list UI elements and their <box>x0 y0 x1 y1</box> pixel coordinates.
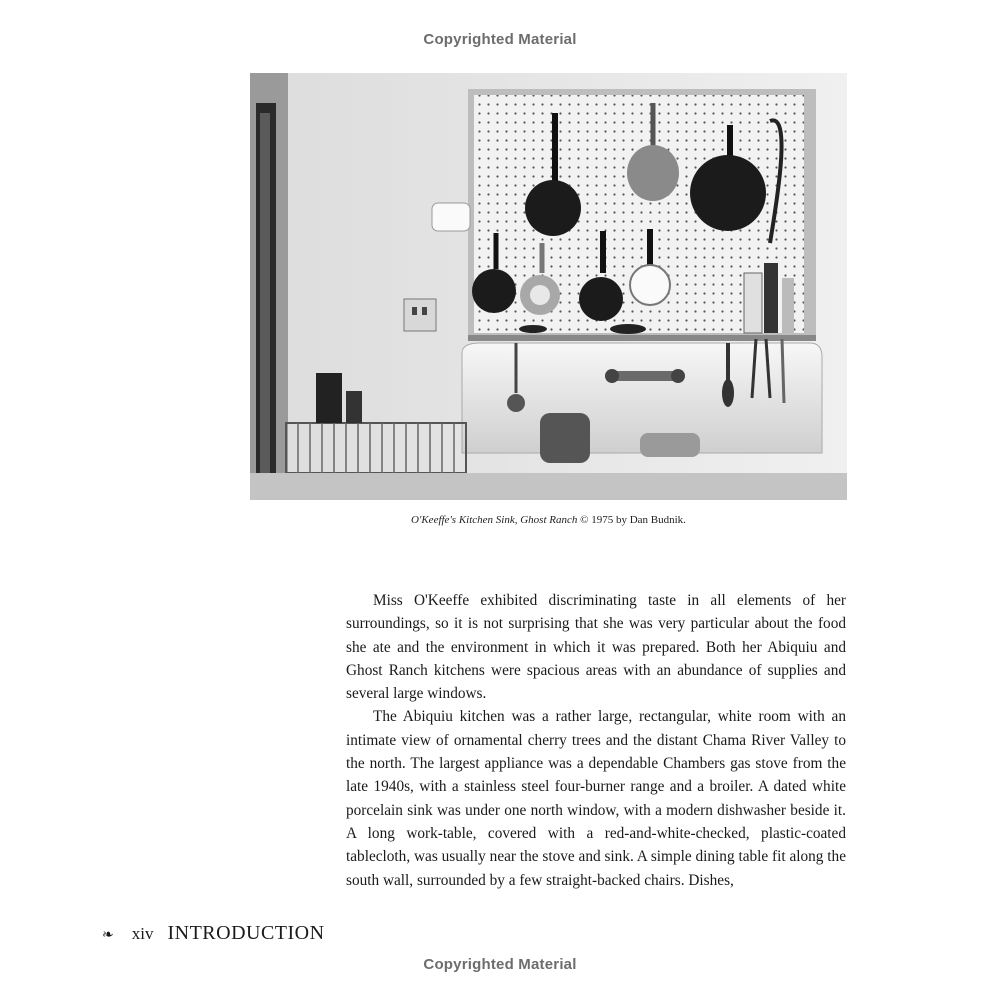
paragraph: The Abiquiu kitchen was a rather large, rectangular, white room with an intimate view of ornamental cherry trees and the distant Chama River Valley to the north. The largest appliance was a dependable Chambers gas stove from the late 1940s, with a stainless steel four-burner range and a broiler. A dated white porcelain sink was under one north window, with a modern dishwasher beside it. A long work-table, covered with a red-and-white-checked, plastic-coated tablecloth, was usually near the stove and sink. A simple dining table fit along the south wall, surrounded by a few straight-backed chairs. Dishes, <box>346 708 846 889</box>
caption-credit: © 1975 by Dan Budnik. <box>577 514 686 526</box>
page-number: xiv <box>131 924 154 943</box>
kitchen-sink-photo <box>250 73 847 500</box>
page-footer <box>102 922 325 952</box>
running-section-title: INTRODUCTION <box>167 922 325 944</box>
copyright-watermark-top: Copyrighted Material <box>423 31 577 48</box>
body-text <box>346 589 846 892</box>
caption-title: O'Keeffe's Kitchen Sink, Ghost Ranch <box>411 514 578 526</box>
photo-caption <box>250 514 847 526</box>
fleuron-icon: ❧ <box>102 928 114 943</box>
paragraph: Miss O'Keeffe exhibited discriminating taste in all elements of her surroundings, so it is not surprising that she was very particular about the food she ate and the environment in which it was prepared. Both her Abiquiu and Ghost Ranch kitchens were spacious areas with an abundance of supplies and several large windows. <box>346 592 846 703</box>
copyright-watermark-bottom: Copyrighted Material <box>423 956 577 973</box>
